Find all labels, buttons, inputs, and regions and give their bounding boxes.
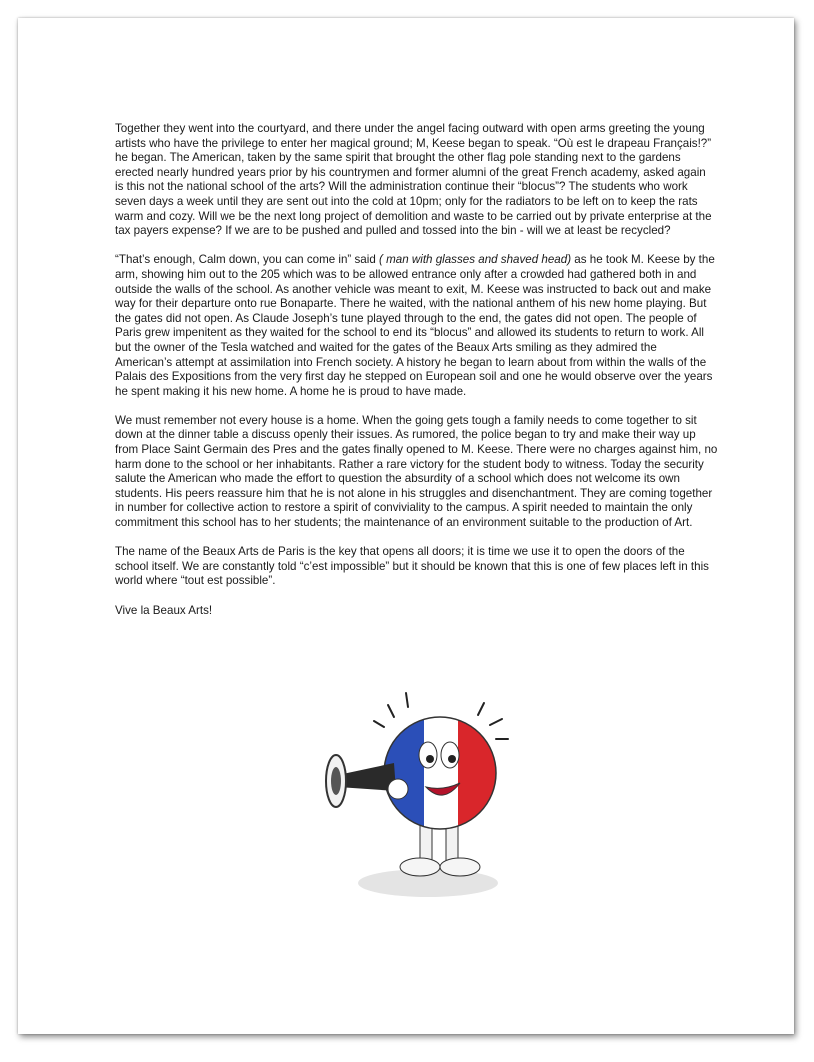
paragraph xyxy=(115,122,755,239)
text-line: arm, showing him out to the 205 which was to be allowed entrance only after a crowded had gathered both in and xyxy=(115,267,697,281)
paragraph xyxy=(115,545,755,589)
text-line: the gates did not open. As Claude Joseph’s tune played through to the end, the gates did not open. The people of xyxy=(115,311,697,325)
text-line: he began. The American, taken by the same spirit that brought the other flag pole standing next to the gardens xyxy=(115,151,681,165)
text-line: but the owner of the Tesla watched and waited for the gates of the Beaux Arts smiling as they admired the xyxy=(115,340,657,354)
text-run: as he took M. Keese by the xyxy=(571,253,715,267)
text-line: tax payers expense? If we are to be pushed and pulled and tossed into the bin - will we at least be recycled? xyxy=(115,224,671,238)
document-page xyxy=(18,18,794,1034)
text-line: warm and cozy. Will we be the next long project of demolition and waste to be carried out by private enterprise at the xyxy=(115,209,712,223)
text-line: American’s attempt at assimilation into French society. A history he began to learn about from within the walls of the xyxy=(115,355,707,369)
text-line: outside the walls of the school. As another vehicle was meant to exit, M. Keese was instructed to back out and make xyxy=(115,282,712,296)
text-line: harm done to the school or her inhabitants. Rather a rare victory for the student body to witness. Today the security xyxy=(115,457,704,471)
text-line: from Place Saint Germain des Pres and the gates finally opened to M. Keese. There were no charges against him, no xyxy=(115,443,718,457)
text-line: Vive la Beaux Arts! xyxy=(115,603,213,617)
french-flag-mascot-megaphone-icon xyxy=(308,683,538,903)
paragraph xyxy=(115,253,755,399)
text-line xyxy=(115,253,755,268)
text-line: commitment this school has to her students; the maintenance of an environment suitable to the production of Art. xyxy=(115,516,693,530)
text-line: Palais des Expositions from the very first day he stepped on European soil and one he would observe over the years xyxy=(115,370,713,384)
italic-aside: ( man with glasses and shaved head) xyxy=(379,253,572,267)
text-line: school itself. We are constantly told “c’est impossible” but it should be known that this is one of few places left in this xyxy=(115,559,709,573)
text-line: he spent making it his new home. A home he is proud to have made. xyxy=(115,384,467,398)
text-line: down at the dinner table a discuss openly their issues. As rumored, the police began to try and make their way up xyxy=(115,428,696,442)
text-line: We must remember not every house is a home. When the going gets tough a family needs to come together to sit xyxy=(115,413,697,427)
text-line: world where “tout est possible”. xyxy=(115,574,276,588)
text-line: seven days a week until they are sent out into the cold at 10pm; only for the radiators to be left on to keep the rats xyxy=(115,194,698,208)
text-line: in number for collective action to restore a spirit of conviviality to the campus. A spirit needed to maintain the only xyxy=(115,501,693,515)
text-line: salute the American who made the effort to question the absurdity of a school which does not welcome its own xyxy=(115,472,680,486)
text-line: Paris grew impenitent as they waited for the school to end its “blocus” and allowed its students to return to work. All xyxy=(115,326,704,340)
text-line: Together they went into the courtyard, and there under the angel facing outward with open arms greeting the young xyxy=(115,122,705,135)
paragraph xyxy=(115,604,755,619)
text-run: “That’s enough, Calm down, you can come in” said xyxy=(115,253,380,267)
text-line: The name of the Beaux Arts de Paris is the key that opens all doors; it is time we use it to open the doors of the xyxy=(115,545,685,559)
text-line: way for their departure onto rue Bonaparte. There he waited, with the national anthem of his new home playing. But xyxy=(115,297,707,311)
document-body xyxy=(115,122,755,633)
text-line: erected nearly hundred years prior by his countrymen and former alumni of the great French academy, asked again xyxy=(115,165,706,179)
text-line: is this not the national school of the arts? Will the administration continue their “blocus”? The students who work xyxy=(115,180,688,194)
text-line: artists who have the privilege to enter her magical ground; M, Keese began to speak. “Où est le drapeau Français!?” xyxy=(115,136,712,150)
paragraph xyxy=(115,414,755,531)
text-line: students. His peers reassure him that he is not alone in his struggles and disenchantment. They are coming together xyxy=(115,486,713,500)
